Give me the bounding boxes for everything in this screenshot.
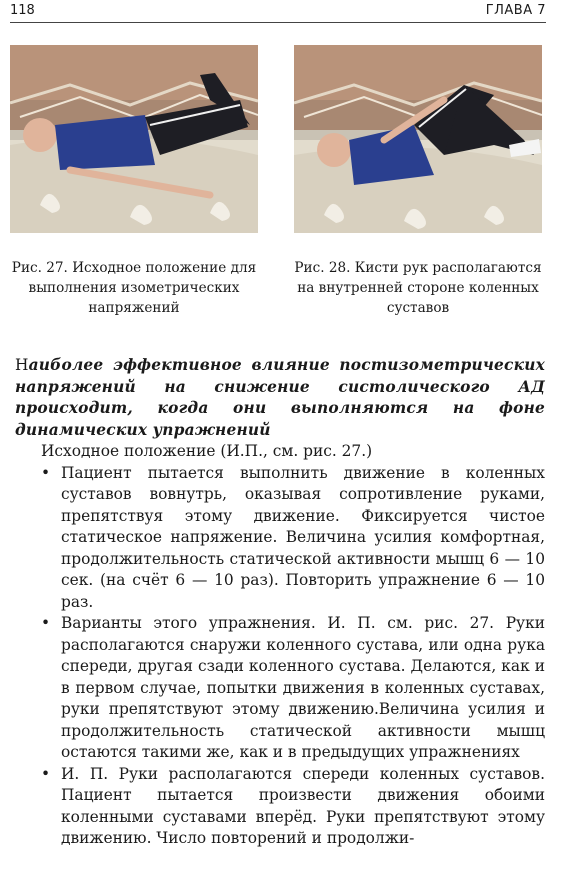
lead-text: аиболее эффективное влияние постизометрических напряжений на снижение систолического АД происходит, когда они выполняются на фоне динамических упражнений xyxy=(15,356,545,439)
page-header xyxy=(10,0,546,23)
chapter-title: ГЛАВА 7 xyxy=(485,3,546,18)
figure-27-caption: Рис. 27. Исходное положение для выполнения изометрических напряжений xyxy=(11,260,257,316)
lead-initial: Н xyxy=(15,356,29,374)
page-number: 118 xyxy=(10,3,35,18)
main-text xyxy=(15,355,545,850)
list-item-text: Пациент пытается выполнить движение в коленных суставов вовнутрь, оказывая сопротивление руками, препятствуя этому движение. Фиксируется чистое статическое напряжение. Величина усилия комфортная, продолжительность статической активности мышц 6 — 10 сек. (на счёт 6 — 10 раз). Повторить упражнение 6 — 10 раз. xyxy=(61,463,545,611)
figure-28-caption: Рис. 28. Кисти рук располагаются на внутренней стороне коленных суставов xyxy=(294,260,542,316)
list-item-text: Варианты этого упражнения. И. П. см. рис. 27. Руки располагаются снаружи коленного сустава, или одна рука спереди, другая сзади коленного сустава. Делаются, как и в первом случае, попытки движения в коленных суставах, руки препятствуют этому движению.Величина усилия и продолжительность статической активности мышц остаются такими же, как и в предыдущих упражнениях xyxy=(61,614,545,761)
list-item xyxy=(15,764,545,850)
bullet-marker: • xyxy=(41,463,51,482)
lead-paragraph xyxy=(15,355,545,441)
bullet-marker: • xyxy=(41,764,51,783)
figure-28-photo xyxy=(294,45,542,233)
figure-27-photo xyxy=(10,45,258,233)
list-item xyxy=(15,613,545,764)
list-item-text: И. П. Руки располагаются спереди коленных суставов. Пациент пытается произвести движения обоими коленными суставами вперёд. Руки препятствуют этому движению. Число повторений и продолжи- xyxy=(61,764,545,847)
bullet-marker: • xyxy=(41,614,51,632)
list-item xyxy=(15,463,545,614)
start-position-line: Исходное положение (И.П., см. рис. 27.) xyxy=(41,442,373,460)
exercise-list xyxy=(15,463,545,850)
